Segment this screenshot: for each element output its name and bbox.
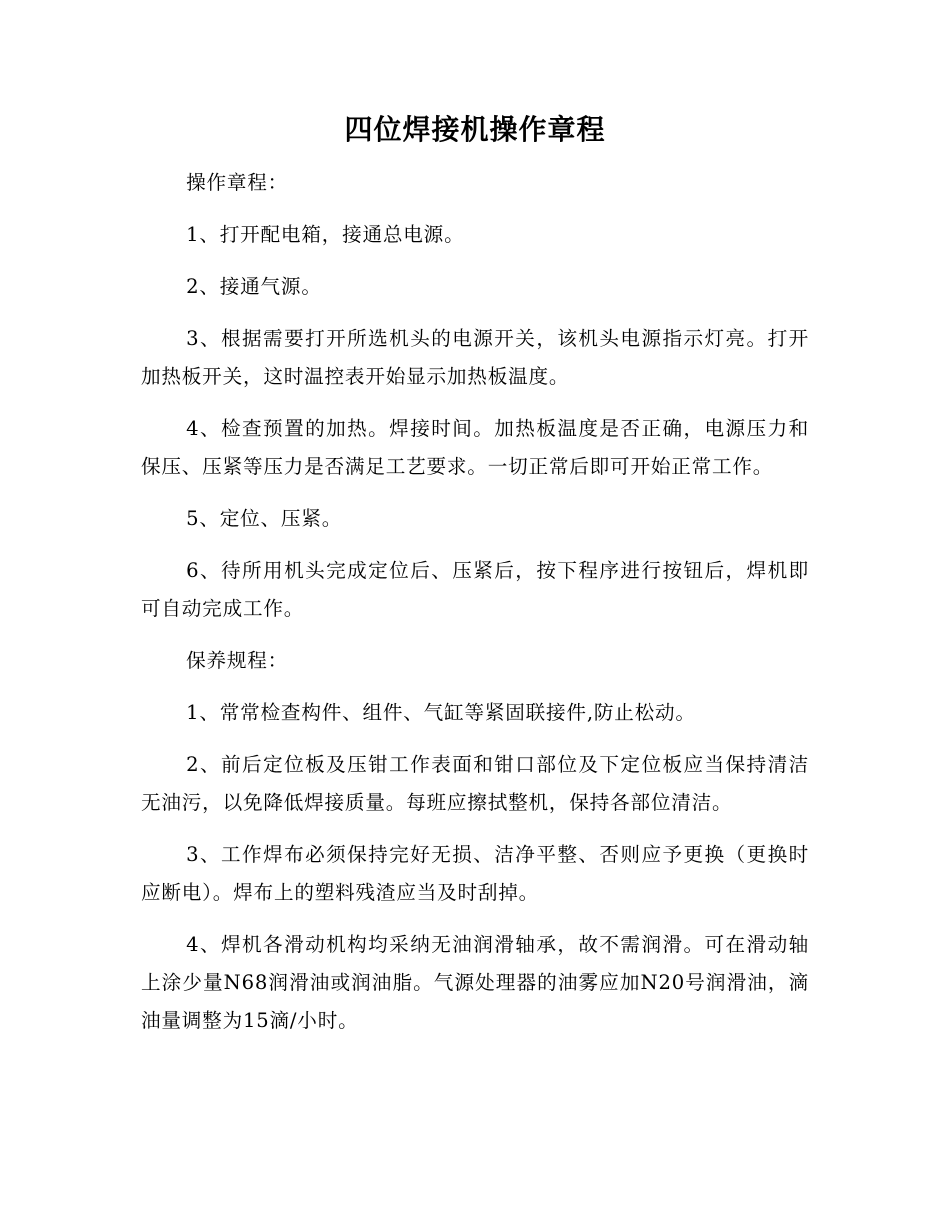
operation-step-5: 5、定位、压紧。 [186,507,343,530]
section-heading-maintenance: 保养规程： [186,649,289,672]
section-heading-operation: 操作章程： [186,171,289,194]
operation-step-4: 4、检查预置的加热。焊接时间。加热板温度是否正确，电源压力和保压、压紧等压力是否满足工艺要求。一切正常后即可开始正常工作。 [141,417,809,478]
maintenance-item-1: 1、常常检查构件、组件、气缸等紧固联接件,防止松动。 [186,701,696,724]
operation-step-1: 1、打开配电箱，接通总电源。 [186,223,465,246]
operation-step-3: 3、根据需要打开所选机头的电源开关，该机头电源指示灯亮。打开加热板开关，这时温控表开始显示加热板温度。 [141,327,809,388]
operation-step-6: 6、待所用机头完成定位后、压紧后，按下程序进行按钮后，焊机即可自动完成工作。 [141,559,809,620]
maintenance-item-2: 2、前后定位板及压钳工作表面和钳口部位及下定位板应当保持清洁无油污，以免降低焊接质量。每班应擦拭整机，保持各部位清洁。 [141,753,809,814]
maintenance-item-3: 3、工作焊布必须保持完好无损、洁净平整、否则应予更换（更换时应断电）。焊布上的塑料残渣应当及时刮掉。 [141,843,809,904]
maintenance-item-4: 4、焊机各滑动机构均采纳无油润滑轴承，故不需润滑。可在滑动轴上涂少量N68润滑油或润油脂。气源处理器的油雾应加N20号润滑油，滴油量调整为15滴/小时。 [141,933,809,1032]
document-body [141,164,809,1054]
operation-step-2: 2、接通气源。 [186,275,322,298]
document-title: 四位焊接机操作章程 [344,113,606,146]
